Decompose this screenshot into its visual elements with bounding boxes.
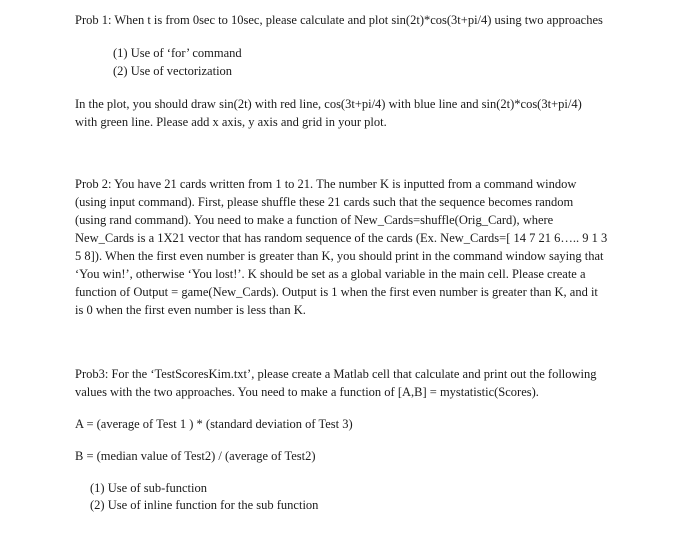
prob1-para-line-2: with green line. Please add x axis, y axis and grid in your plot. <box>75 115 387 129</box>
prob3-line-1: Prob3: For the ‘TestScoresKim.txt’, please create a Matlab cell that calculate and print out the following <box>75 367 597 381</box>
prob1-heading: Prob 1: When t is from 0sec to 10sec, please calculate and plot sin(2t)*cos(3t+pi/4) using two approaches <box>75 13 603 27</box>
prob2-line-3: (using rand command). You need to make a function of New_Cards=shuffle(Orig_Card), where <box>75 213 554 227</box>
prob3-item-1: (1) Use of sub-function <box>90 481 207 495</box>
prob3-formula-a: A = (average of Test 1 ) * (standard deviation of Test 3) <box>75 417 353 431</box>
prob2-line-1: Prob 2: You have 21 cards written from 1 to 21. The number K is inputted from a command window <box>75 177 577 191</box>
prob2-line-5: 5 8]). When the first even number is greater than K, you should print in the command window saying that <box>75 249 604 263</box>
prob2-line-2: (using input command). First, please shuffle these 21 cards such that the sequence becomes random <box>75 195 574 209</box>
prob3-line-2: values with the two approaches. You need to make a function of [A,B] = mystatistic(Scores). <box>75 385 539 399</box>
prob2-line-7: function of Output = game(New_Cards). Output is 1 when the first even number is greater than K, and it <box>75 285 598 299</box>
prob1-item-2: (2) Use of vectorization <box>113 64 233 78</box>
prob1-item-1: (1) Use of ‘for’ command <box>113 46 242 60</box>
prob2-line-4: New_Cards is a 1X21 vector that has random sequence of the cards (Ex. New_Cards=[ 14 7 21 6….. 9 1 3 <box>75 231 608 245</box>
prob3-formula-b: B = (median value of Test2) / (average of Test2) <box>75 449 316 463</box>
prob2-line-6: ‘You win!’, otherwise ‘You lost!’. K should be set as a global variable in the main cell. Please create a <box>75 267 586 281</box>
prob2-line-8: is 0 when the first even number is less than K. <box>75 303 306 317</box>
prob1-para-line-1: In the plot, you should draw sin(2t) with red line, cos(3t+pi/4) with blue line and sin(2t)*cos(3t+pi/4) <box>75 97 582 111</box>
prob3-item-2: (2) Use of inline function for the sub function <box>90 498 319 512</box>
